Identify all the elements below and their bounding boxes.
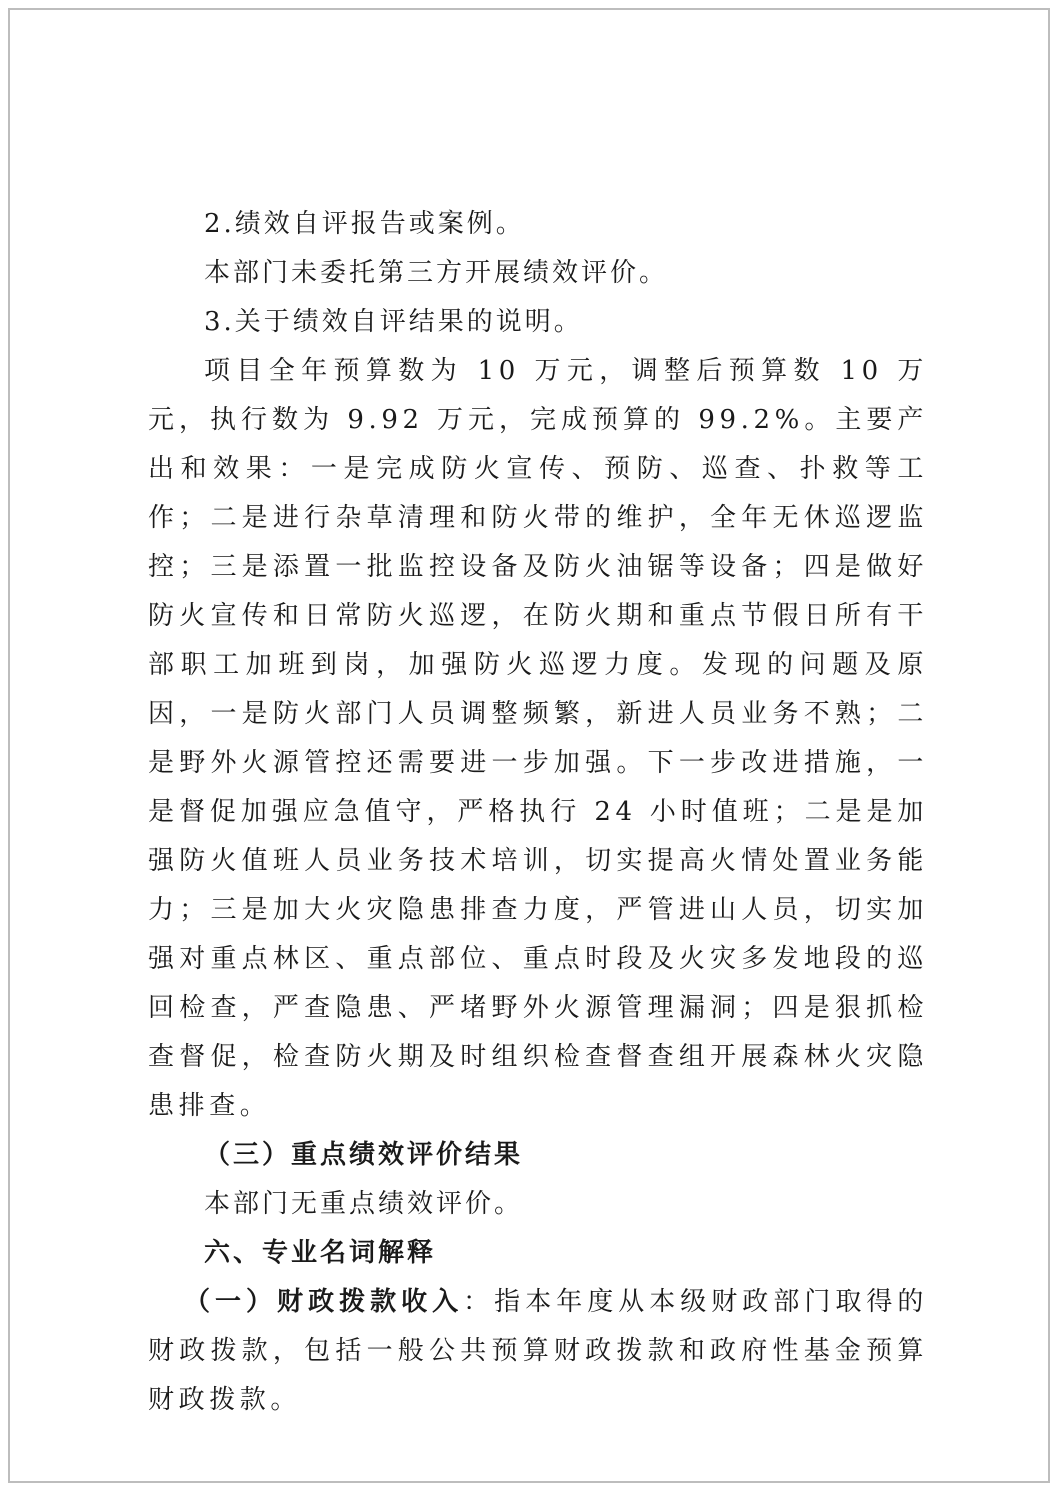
paragraph-no-third-party: 本部门未委托第三方开展绩效评价。 [204,258,669,288]
heading-terminology: 六、专业名词解释 [204,1238,437,1268]
definition-term: （一）财政拨款收入 [184,1287,464,1317]
paragraph-self-evaluation-report: 2.绩效自评报告或案例。 [204,209,525,239]
definition-body: ：指本年度从本级财政部门取得的财政拨款，包括一般公共预算财政拨款和政府性基金预算财政拨款。 [148,1287,928,1415]
paragraph-project-summary: 项目全年预算数为 10 万元，调整后预算数 10 万元，执行数为 9.92 万元，完成预算的 99.2%。主要产出和效果：一是完成防火宣传、预防、巡查、扑救等工作；二是进行杂草清理和防火带的维护，全年无休巡逻监控；三是添置一批监控设备及防火油锯等设备；四是做好防火宣传和日常防火巡逻，在防火期和重点节假日所有干部职工加班到岗，加强防火巡逻力度。发现的问题及原因，一是防火部门人员调整频繁，新进人员业务不熟；二是野外火源管控还需要进一步加强。下一步改进措施，一是督促加强应急值守，严格执行 24 小时值班；二是是加强防火值班人员业务技术培训，切实提高火情处置业务能力；三是加大火灾隐患排查力度，严管进山人员，切实加强对重点林区、重点部位、重点时段及火灾多发地段的巡回检查，严查隐患、严堵野外火源管理漏洞；四是狠抓检查督促，检查防火期及时组织检查督查组开展森林火灾隐患排查。 [148,356,928,1121]
paragraph-self-evaluation-explanation: 3.关于绩效自评结果的说明。 [204,307,583,337]
definition-fiscal-appropriation-income [148,1278,928,1425]
subheading-key-evaluation-results: （三）重点绩效评价结果 [204,1140,524,1170]
document-body [148,200,928,1425]
paragraph-no-key-evaluation: 本部门无重点绩效评价。 [204,1189,524,1219]
